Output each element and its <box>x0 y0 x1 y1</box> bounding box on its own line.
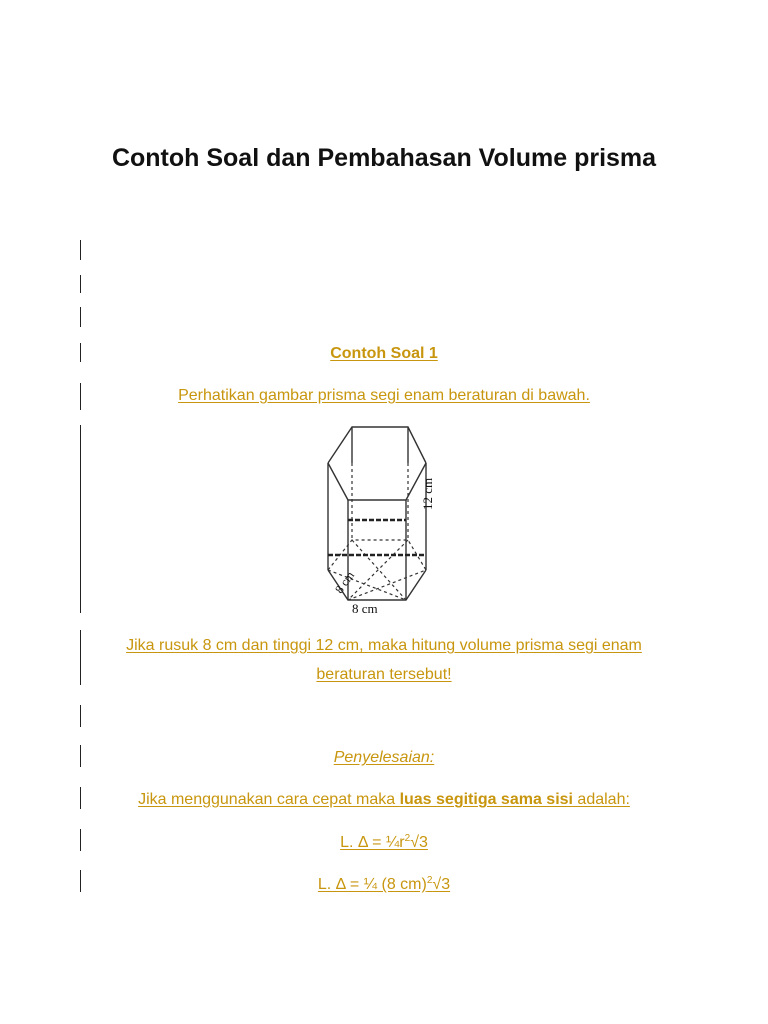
formula-2-b: √3 <box>432 876 451 893</box>
formula-1-b: √3 <box>410 834 428 851</box>
formula-1-sup: 2 <box>404 833 411 844</box>
margin-bar <box>80 275 81 293</box>
formula-2-a: L. Δ = ¼ (8 cm) <box>317 876 427 893</box>
formula-1 <box>0 833 768 852</box>
example-heading-text: Contoh Soal 1 <box>330 345 438 362</box>
question-line-2: beraturan tersebut! <box>316 666 452 683</box>
hexagonal-prism-diagram <box>300 420 460 620</box>
margin-bar <box>80 307 81 327</box>
margin-bar <box>80 705 81 727</box>
margin-bar <box>80 240 81 260</box>
margin-bar <box>80 425 81 613</box>
intro-text: Perhatikan gambar prisma segi enam beraturan di bawah. <box>178 387 590 404</box>
formula-2-sup: 2 <box>426 875 433 886</box>
formula-1-a: L. Δ = ¼r <box>340 834 405 851</box>
hexagonal-prism-figure <box>300 420 460 620</box>
method-text <box>0 791 768 809</box>
method-prefix: Jika menggunakan cara cepat maka <box>138 791 400 808</box>
method-bold: luas segitiga sama sisi <box>399 791 573 808</box>
method-suffix: adalah: <box>572 791 630 808</box>
height-label: 12 cm <box>420 477 435 510</box>
slant-label: 8 cm <box>332 568 358 597</box>
formula-2 <box>0 875 768 894</box>
example-heading <box>0 345 768 363</box>
page-title: Contoh Soal dan Pembahasan Volume prisma <box>111 144 657 172</box>
base-label: 8 cm <box>352 601 378 616</box>
question-line-1: Jika rusuk 8 cm dan tinggi 12 cm, maka hitung volume prisma segi enam <box>126 637 642 654</box>
solution-heading: Penyelesaian: <box>333 749 435 766</box>
